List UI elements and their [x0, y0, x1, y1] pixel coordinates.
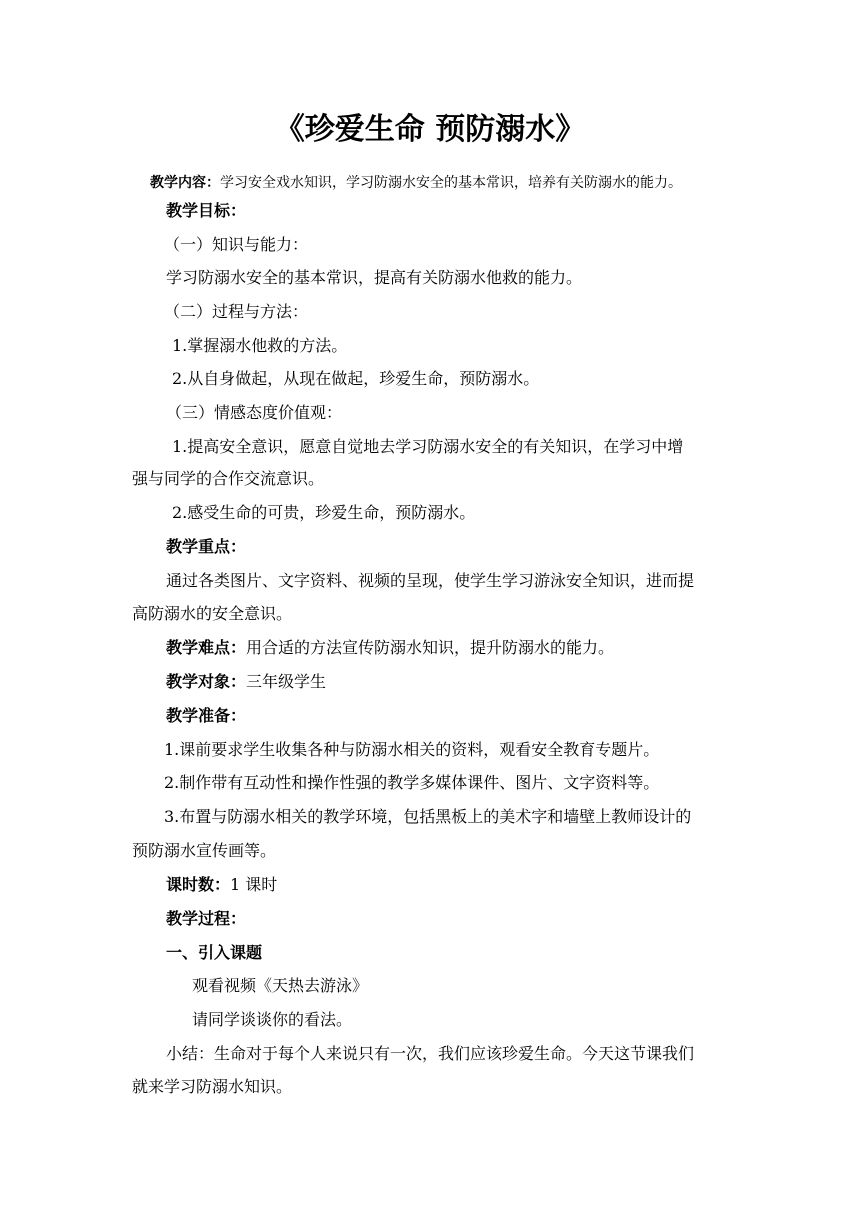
key-line1: 通过各类图片、文字资料、视频的呈现，使学生学习游泳安全知识，进而提: [166, 571, 695, 590]
audience-paragraph: [166, 669, 326, 695]
goal1-text: 学习防溺水安全的基本常识，提高有关防溺水他救的能力。: [166, 268, 583, 287]
content-text: 学习安全戏水知识，学习防溺水安全的基本常识，培养有关防溺水的能力。: [220, 175, 682, 191]
summary-line1: 小结：生命对于每个人来说只有一次，我们应该珍爱生命。今天这节课我们: [166, 1044, 695, 1063]
prep-item1: 1.课前要求学生收集各种与防溺水相关的资料，观看安全教育专题片。: [164, 740, 660, 759]
hours-label: 课时数：: [166, 875, 231, 894]
prep-item2: 2.制作带有互动性和操作性强的教学多媒体课件、图片、文字资料等。: [164, 773, 660, 792]
goal2-item1: 1.掌握溺水他救的方法。: [172, 336, 348, 355]
content-paragraph: [150, 170, 682, 196]
section1-heading: 一、引入课题: [166, 943, 263, 962]
hours-text: 1 课时: [230, 875, 278, 894]
hours-paragraph: [166, 872, 277, 898]
summary-line2: 就来学习防溺水知识。: [132, 1077, 293, 1096]
difficulty-paragraph: [166, 635, 614, 661]
prep-item3-line1: 3.布置与防溺水相关的教学环境，包括黑板上的美术字和墙壁上教师设计的: [164, 807, 692, 826]
section1-line2: 请同学谈谈你的看法。: [192, 1010, 353, 1029]
audience-text: 三年级学生: [246, 672, 327, 691]
goal2-item2: 2.从自身做起，从现在做起，珍爱生命，预防溺水。: [172, 369, 540, 388]
goal1-heading: （一）知识与能力：: [164, 235, 309, 254]
process-label: 教学过程：: [166, 909, 247, 928]
key-line2: 高防溺水的安全意识。: [132, 604, 293, 623]
goal3-item1-line1: 1.提高安全意识，愿意自觉地去学习防溺水安全的有关知识，在学习中增: [172, 437, 684, 456]
document-title: 《珍爱生命 预防溺水》: [274, 112, 586, 147]
section1-line1: 观看视频《天热去游泳》: [192, 976, 369, 995]
goal2-heading: （二）过程与方法：: [164, 302, 309, 321]
audience-label: 教学对象：: [166, 672, 247, 691]
difficulty-label: 教学难点：: [166, 638, 247, 657]
goal3-heading: （三）情感态度价值观：: [166, 403, 343, 422]
goal3-item1-line2: 强与同学的合作交流意识。: [132, 469, 325, 488]
goals-label: 教学目标：: [166, 201, 247, 220]
key-label: 教学重点：: [166, 537, 247, 556]
prep-label: 教学准备：: [166, 706, 247, 725]
difficulty-text: 用合适的方法宣传防溺水知识，提升防溺水的能力。: [246, 638, 615, 657]
goal3-item2: 2.感受生命的可贵，珍爱生命，预防溺水。: [172, 503, 476, 522]
content-label: 教学内容：: [150, 175, 220, 191]
prep-item3-line2: 预防溺水宣传画等。: [132, 841, 277, 860]
